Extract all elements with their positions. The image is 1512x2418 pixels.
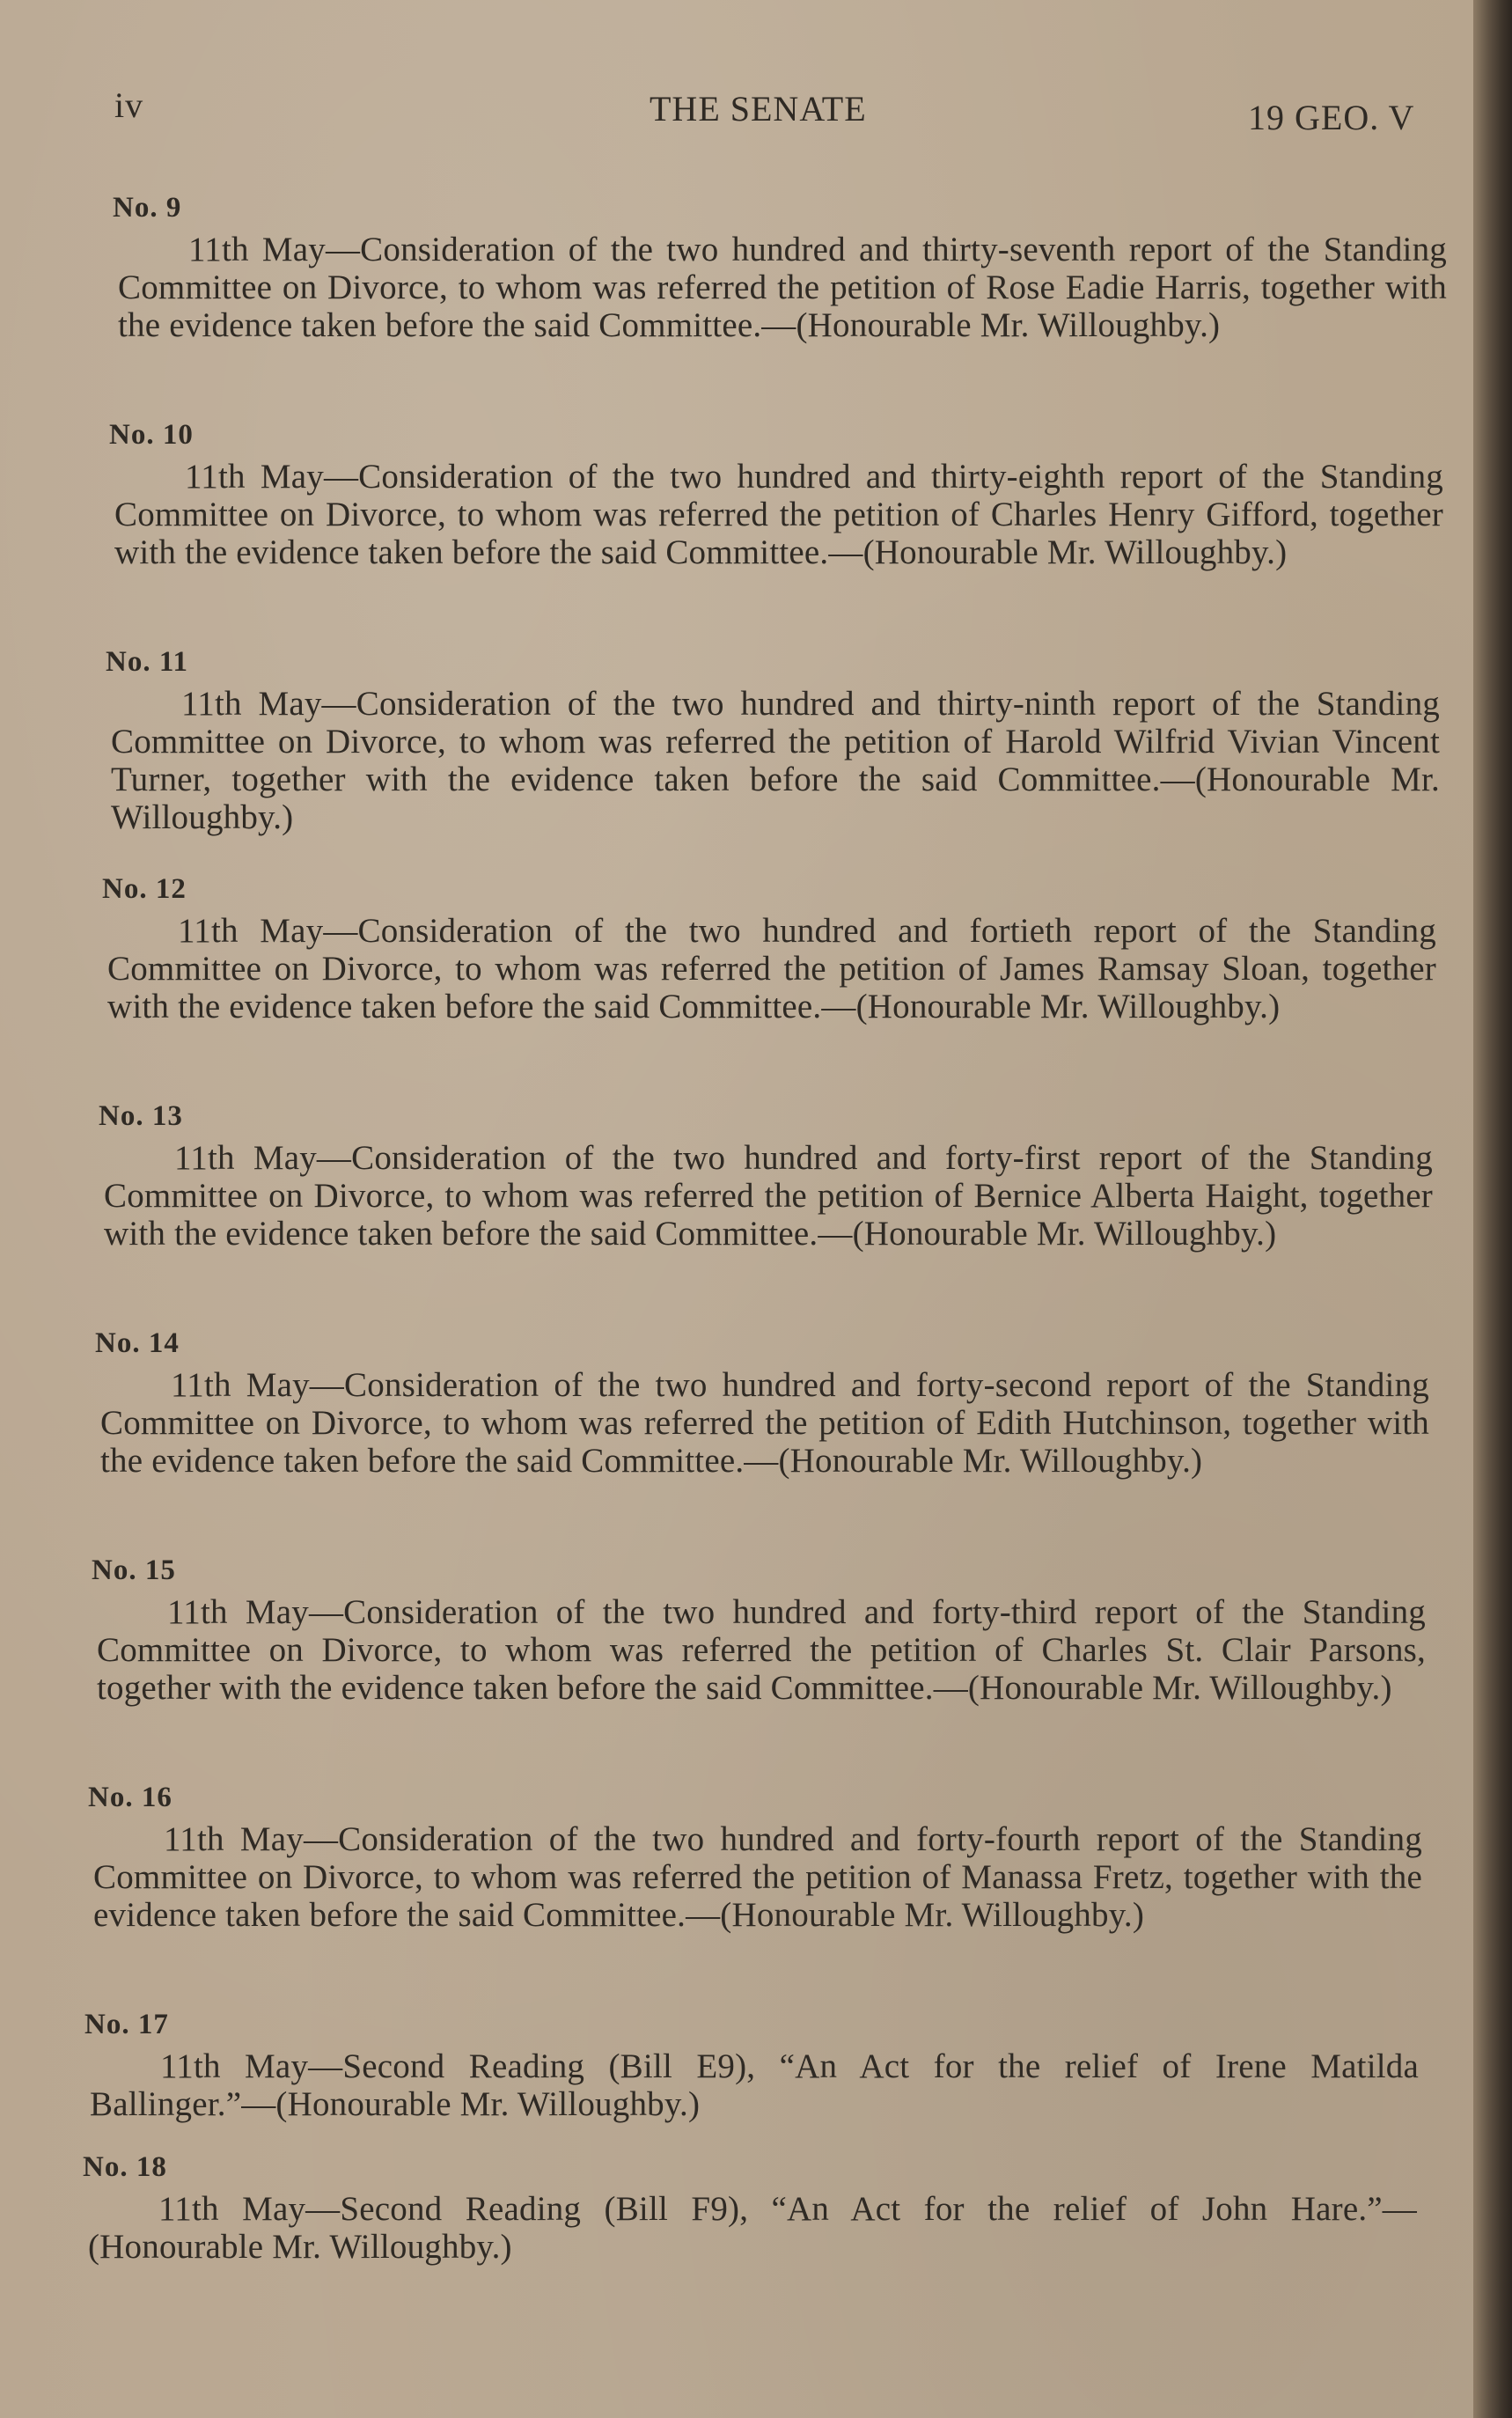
item-number: No. 11 — [106, 646, 189, 678]
item-number: No. 10 — [109, 419, 194, 451]
item-text: 11th May—Consideration of the two hundred and forty-second report of the Standing Committee on Divorce, to whom was referred the petition of Edith Hutchinson, together with the evidence taken before the said Committee.—(Honourable Mr. Willoughby.) — [100, 1366, 1429, 1480]
item-number: No. 13 — [99, 1100, 183, 1132]
item-number: No. 14 — [95, 1327, 180, 1359]
item-text: 11th May—Consideration of the two hundred and forty-fourth report of the Standing Committee on Divorce, to whom was referred the petition of Manassa Fretz, together with the evidence taken before the said Committee.—(Honourable Mr. Willoughby.) — [93, 1820, 1422, 1934]
item-number: No. 16 — [88, 1782, 172, 1813]
item-number: No. 18 — [83, 2151, 167, 2183]
item-text: 11th May—Consideration of the two hundred and forty-third report of the Standing Committee on Divorce, to whom was referred the petition of Charles St. Clair Parsons, together with the evidence taken before the said Committee.—(Honourable Mr. Willoughby.) — [97, 1593, 1426, 1707]
item-text: 11th May—Second Reading (Bill E9), “An Act for the relief of Irene Matilda Ballinger.”—(Honourable Mr. Willoughby.) — [90, 2047, 1419, 2123]
item-text: 11th May—Consideration of the two hundred and thirty-ninth report of the Standing Committee on Divorce, to whom was referred the petition of Harold Wilfrid Vivian Vincent Turner, together with the evidence taken before the said Committee.—(Honourable Mr. Willoughby.) — [111, 685, 1440, 836]
item-text: 11th May—Second Reading (Bill F9), “An Act for the relief of John Hare.”—(Honourable Mr. Willoughby.) — [88, 2190, 1417, 2266]
book-spine-shadow — [1473, 0, 1512, 2418]
page-title: THE SENATE — [650, 89, 867, 129]
item-number: No. 15 — [92, 1554, 176, 1586]
item-text: 11th May—Consideration of the two hundred and forty-first report of the Standing Committee on Divorce, to whom was referred the petition of Bernice Alberta Haight, together with the evidence taken before the said Committee.—(Honourable Mr. Willoughby.) — [104, 1139, 1433, 1253]
running-head — [0, 85, 1487, 137]
item-number: No. 9 — [113, 192, 182, 224]
item-text: 11th May—Consideration of the two hundred and thirty-seventh report of the Standing Committee on Divorce, to whom was referred the petition of Rose Eadie Harris, together with the evidence taken before the said Committee.—(Honourable Mr. Willoughby.) — [118, 231, 1447, 344]
page-folio: iv — [114, 85, 144, 125]
item-number: No. 17 — [84, 2009, 169, 2040]
item-text: 11th May—Consideration of the two hundred and fortieth report of the Standing Committee on Divorce, to whom was referred the petition of James Ramsay Sloan, together with the evidence taken before the said Committee.—(Honourable Mr. Willoughby.) — [107, 912, 1436, 1025]
session-label: 19 GEO. V — [1248, 98, 1415, 137]
item-number: No. 12 — [102, 873, 187, 905]
item-text: 11th May—Consideration of the two hundred and thirty-eighth report of the Standing Committee on Divorce, to whom was referred the petition of Charles Henry Gifford, together with the evidence taken before the said Committee.—(Honourable Mr. Willoughby.) — [114, 458, 1443, 571]
